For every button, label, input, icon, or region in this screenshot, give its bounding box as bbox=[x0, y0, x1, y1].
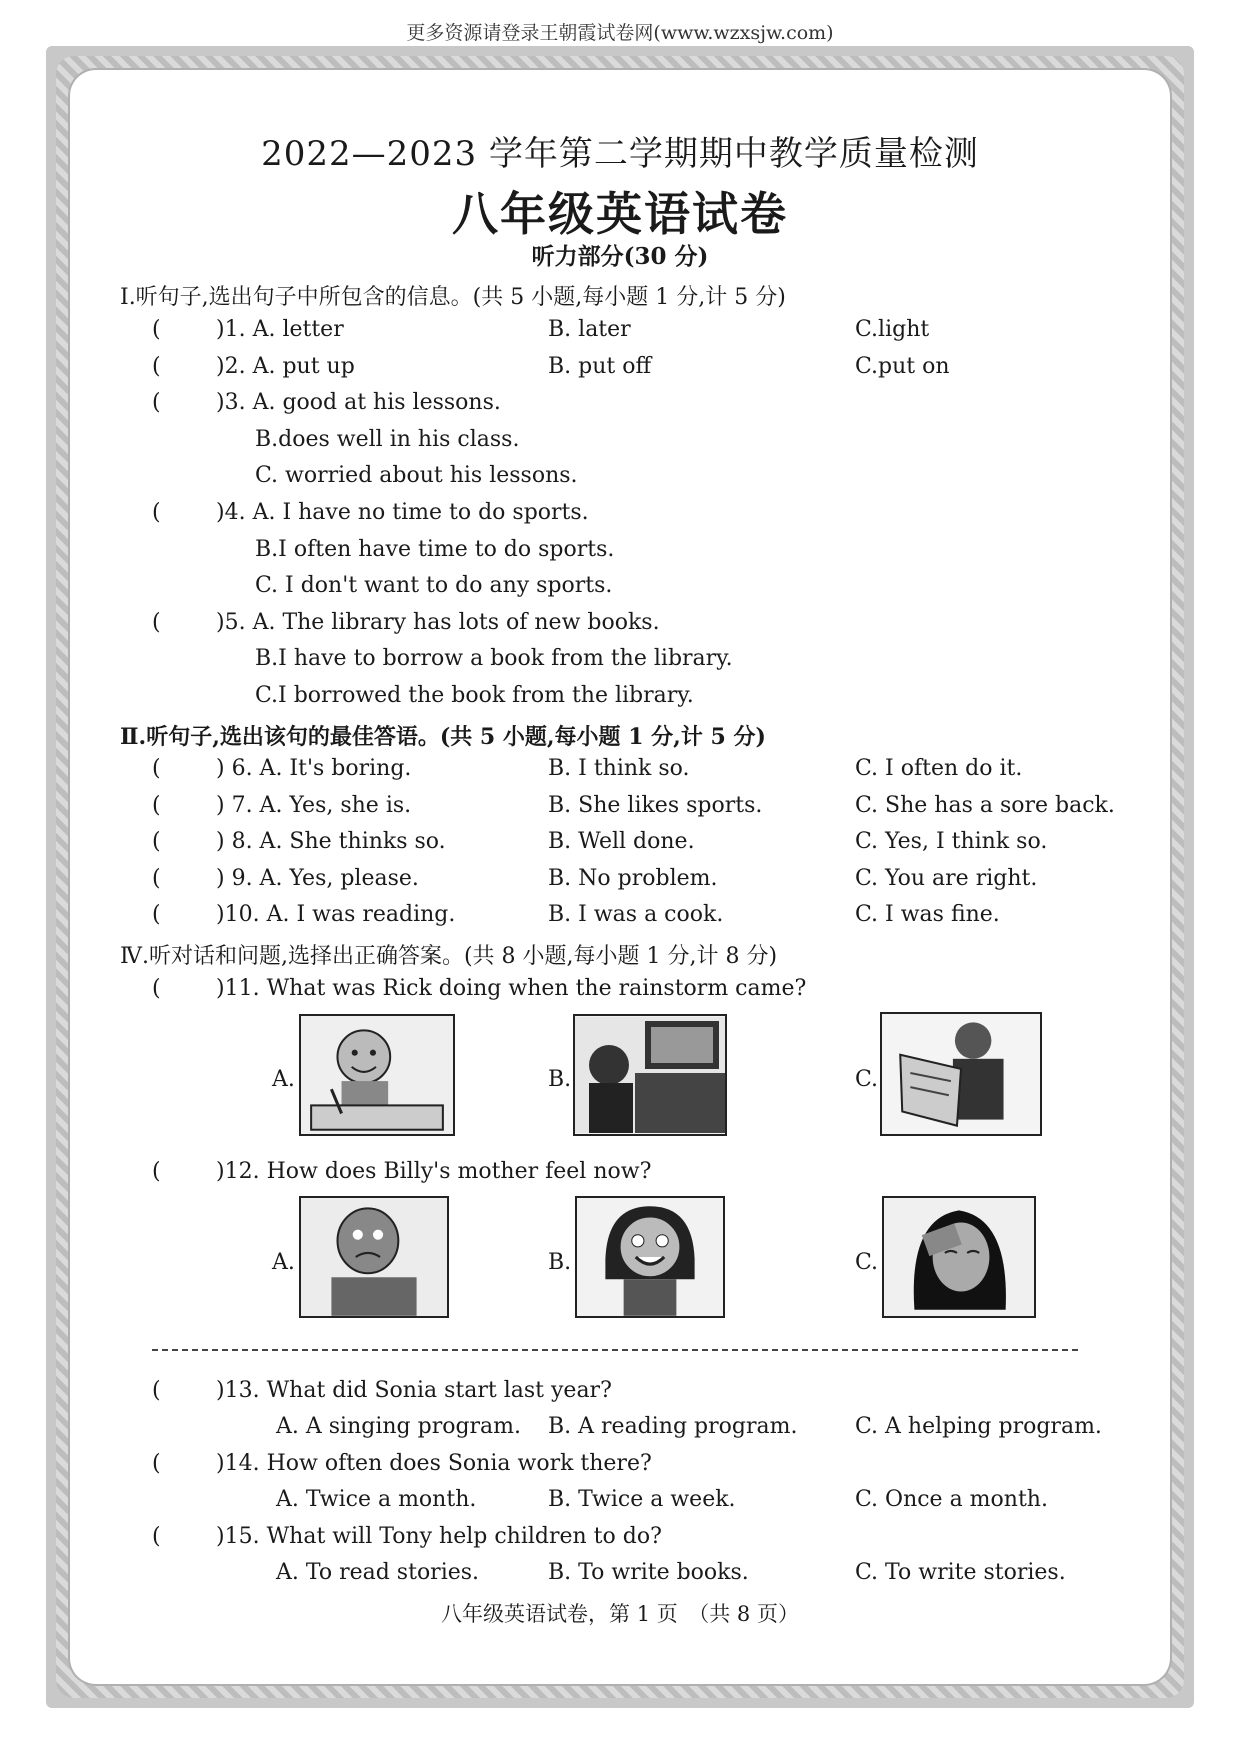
q2-option-b: B. put off bbox=[548, 354, 652, 379]
q12-picture-c-headache bbox=[882, 1196, 1036, 1318]
q12-label-c: C. bbox=[855, 1250, 879, 1275]
site-banner: 更多资源请登录王朝霞试卷网(www.wzxsjw.com) bbox=[406, 22, 834, 44]
q15-option-c: C. To write stories. bbox=[855, 1560, 1066, 1585]
q7-option-b: B. She likes sports. bbox=[548, 793, 763, 818]
q10-option-a: )10. A. I was reading. bbox=[216, 902, 456, 927]
q8-option-c: C. Yes, I think so. bbox=[855, 829, 1048, 854]
q12-label-b: B. bbox=[548, 1250, 572, 1275]
q1-option-b: B. later bbox=[548, 317, 631, 342]
q10-option-b: B. I was a cook. bbox=[548, 902, 724, 927]
q11-picture-a-doing-homework bbox=[299, 1014, 455, 1136]
q11-picture-b-watching-tv bbox=[573, 1014, 727, 1136]
q11-label-a: A. bbox=[272, 1067, 295, 1092]
answer-paren: ( bbox=[152, 976, 161, 1001]
q15-option-b: B. To write books. bbox=[548, 1560, 749, 1585]
answer-paren: ( bbox=[152, 793, 161, 818]
q14-option-a: A. Twice a month. bbox=[276, 1487, 477, 1512]
q12-label-a: A. bbox=[272, 1250, 295, 1275]
answer-paren: ( bbox=[152, 354, 161, 379]
answer-paren: ( bbox=[152, 902, 161, 927]
q6-option-b: B. I think so. bbox=[548, 756, 690, 781]
answer-paren: ( bbox=[152, 1378, 161, 1403]
page-footer: 八年级英语试卷，第 1 页 （共 8 页） bbox=[441, 1602, 799, 1626]
q2-option-c: C.put on bbox=[855, 354, 950, 379]
answer-paren: ( bbox=[152, 866, 161, 891]
answer-paren: ( bbox=[152, 756, 161, 781]
q6-option-c: C. I often do it. bbox=[855, 756, 1023, 781]
q14-option-c: C. Once a month. bbox=[855, 1487, 1048, 1512]
q4-option-a: )4. A. I have no time to do sports. bbox=[216, 500, 589, 525]
answer-paren: ( bbox=[152, 1524, 161, 1549]
q9-option-a: ) 9. A. Yes, please. bbox=[216, 866, 419, 891]
q15-question: )15. What will Tony help children to do? bbox=[216, 1524, 662, 1549]
q3-option-c: C. worried about his lessons. bbox=[255, 463, 578, 488]
answer-paren: ( bbox=[152, 317, 161, 342]
q4-option-b: B.I often have time to do sports. bbox=[255, 537, 615, 562]
q1-option-a: )1. A. letter bbox=[216, 317, 344, 342]
q2-option-a: )2. A. put up bbox=[216, 354, 355, 379]
answer-paren: ( bbox=[152, 829, 161, 854]
q15-option-a: A. To read stories. bbox=[276, 1560, 480, 1585]
section-4-heading: Ⅳ.听对话和问题,选择出正确答案。(共 8 小题,每小题 1 分,计 8 分) bbox=[120, 944, 778, 969]
q5-option-b: B.I have to borrow a book from the library. bbox=[255, 646, 733, 671]
q12-picture-b-happy-face bbox=[575, 1196, 725, 1318]
q9-option-b: B. No problem. bbox=[548, 866, 718, 891]
section-2-heading: Ⅱ.听句子,选出该句的最佳答语。(共 5 小题,每小题 1 分,计 5 分) bbox=[120, 724, 766, 750]
answer-paren: ( bbox=[152, 1451, 161, 1476]
section-1-heading: Ⅰ.听句子,选出句子中所包含的信息。(共 5 小题,每小题 1 分,计 5 分) bbox=[120, 285, 786, 310]
q11-label-c: C. bbox=[855, 1067, 879, 1092]
q14-option-b: B. Twice a week. bbox=[548, 1487, 736, 1512]
exam-subtitle: 2022—2023 学年第二学期期中教学质量检测 bbox=[261, 134, 979, 174]
q9-option-c: C. You are right. bbox=[855, 866, 1038, 891]
q10-option-c: C. I was fine. bbox=[855, 902, 1000, 927]
section-divider bbox=[152, 1349, 1078, 1351]
q11-picture-c-reading-newspaper bbox=[880, 1012, 1042, 1136]
q3-option-b: B.does well in his class. bbox=[255, 427, 520, 452]
q8-option-a: ) 8. A. She thinks so. bbox=[216, 829, 446, 854]
q3-option-a: )3. A. good at his lessons. bbox=[216, 390, 501, 415]
q4-option-c: C. I don't want to do any sports. bbox=[255, 573, 613, 598]
q8-option-b: B. Well done. bbox=[548, 829, 695, 854]
q11-label-b: B. bbox=[548, 1067, 572, 1092]
q6-option-a: ) 6. A. It's boring. bbox=[216, 756, 412, 781]
q13-option-c: C. A helping program. bbox=[855, 1414, 1102, 1439]
q11-question: )11. What was Rick doing when the rainstorm came? bbox=[216, 976, 807, 1001]
q5-option-a: )5. A. The library has lots of new books. bbox=[216, 610, 660, 635]
q13-option-b: B. A reading program. bbox=[548, 1414, 798, 1439]
q13-question: )13. What did Sonia start last year? bbox=[216, 1378, 612, 1403]
answer-paren: ( bbox=[152, 390, 161, 415]
q7-option-c: C. She has a sore back. bbox=[855, 793, 1115, 818]
part-title: 听力部分(30 分) bbox=[531, 243, 709, 270]
q12-picture-a-sad-face bbox=[299, 1196, 449, 1318]
answer-paren: ( bbox=[152, 610, 161, 635]
q7-option-a: ) 7. A. Yes, she is. bbox=[216, 793, 412, 818]
q12-question: )12. How does Billy's mother feel now? bbox=[216, 1159, 652, 1184]
q13-option-a: A. A singing program. bbox=[276, 1414, 522, 1439]
q5-option-c: C.I borrowed the book from the library. bbox=[255, 683, 694, 708]
q14-question: )14. How often does Sonia work there? bbox=[216, 1451, 652, 1476]
exam-title: 八年级英语试卷 bbox=[452, 187, 788, 241]
answer-paren: ( bbox=[152, 500, 161, 525]
q1-option-c: C.light bbox=[855, 317, 930, 342]
answer-paren: ( bbox=[152, 1159, 161, 1184]
